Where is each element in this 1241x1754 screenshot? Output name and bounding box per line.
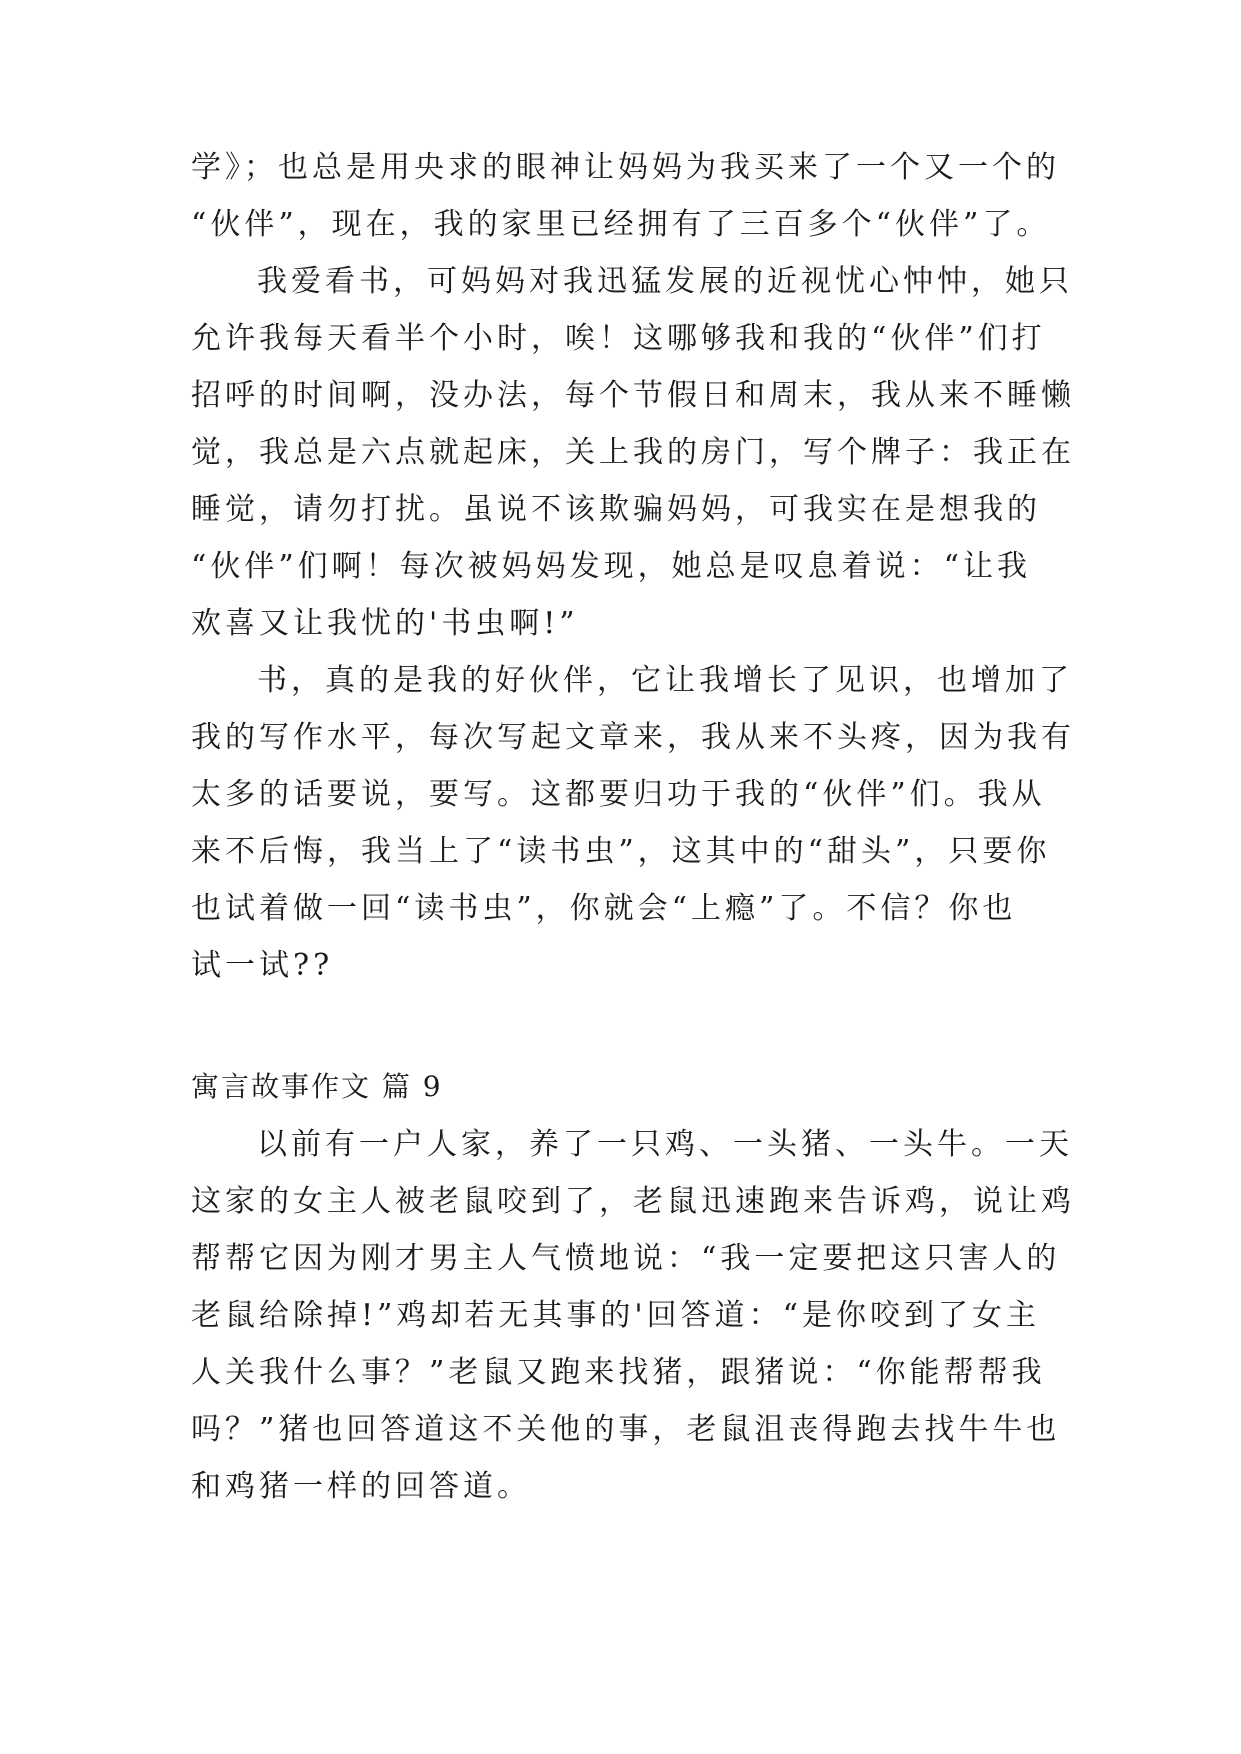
paragraph-start-line: 我爱看书，可妈妈对我迅猛发展的近视忧心忡忡，她只 <box>257 264 1073 299</box>
paragraph-start-line: 以前有一户人家，养了一只鸡、一头猪、一头牛。一天 <box>257 1127 1073 1162</box>
text-line: 试一试?? <box>191 948 334 983</box>
text-line: 吗？”猪也回答道这不关他的事，老鼠沮丧得跑去找牛牛也 <box>191 1412 1061 1447</box>
text-line: 和鸡猪一样的回答道。 <box>191 1469 531 1504</box>
text-line: 也试着做一回“读书虫”，你就会“上瘾”了。不信？你也 <box>191 891 1017 926</box>
text-line: 睡觉，请勿打扰。虽说不该欺骗妈妈，可我实在是想我的 <box>191 492 1041 527</box>
text-line: “伙伴”们啊！每次被妈妈发现，她总是叹息着说：“让我 <box>191 549 1032 584</box>
text-line: 我的写作水平，每次写起文章来，我从来不头疼，因为我有 <box>191 720 1075 755</box>
text-line: 学》；也总是用央求的眼神让妈妈为我买来了一个又一个的 <box>191 150 1060 185</box>
paragraph-start-line: 书，真的是我的好伙伴，它让我增长了见识，也增加了 <box>257 663 1073 698</box>
text-line: 允许我每天看半个小时，唉！这哪够我和我的“伙伴”们打 <box>191 321 1046 356</box>
text-line: 招呼的时间啊，没办法，每个节假日和周末，我从来不睡懒 <box>191 378 1075 413</box>
text-line: “伙伴”，现在，我的家里已经拥有了三百多个“伙伴”了。 <box>191 207 1051 242</box>
text-line: 来不后悔，我当上了“读书虫”，这其中的“甜头”，只要你 <box>191 834 1051 869</box>
text-line: 这家的女主人被老鼠咬到了，老鼠迅速跑来告诉鸡，说让鸡 <box>191 1184 1075 1219</box>
section-heading: 寓言故事作文 篇 9 <box>191 1070 443 1103</box>
text-line: 太多的话要说，要写。这都要归功于我的“伙伴”们。我从 <box>191 777 1046 812</box>
text-line: 人关我什么事？”老鼠又跑来找猪，跟猪说：“你能帮帮我 <box>191 1355 1046 1390</box>
text-line: 觉，我总是六点就起床，关上我的房门，写个牌子：我正在 <box>191 435 1075 470</box>
text-line: 欢喜又让我忧的'书虫啊!” <box>191 606 579 641</box>
text-line: 老鼠给除掉!”鸡却若无其事的'回答道：“是你咬到了女主 <box>191 1298 1040 1333</box>
text-line: 帮帮它因为刚才男主人气愤地说：“我一定要把这只害人的 <box>191 1241 1061 1276</box>
